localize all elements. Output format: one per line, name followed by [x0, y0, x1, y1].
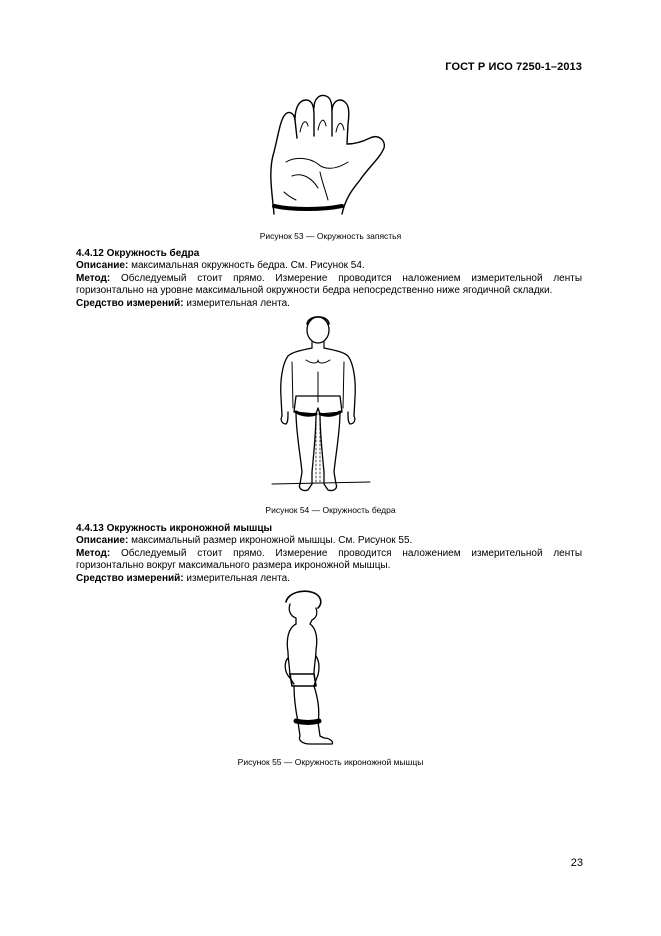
section-calf-circumference [46, 523, 582, 585]
figure-53-caption: Рисунок 53 — Окружность запястья [259, 231, 402, 241]
section-title: 4.4.12 Окружность бедра [76, 248, 200, 259]
tool-label: Средство измерений: [76, 297, 184, 309]
figure-55-caption: Рисунок 55 — Окружность икроножной мышцы [237, 757, 424, 767]
calf-illustration [276, 588, 346, 753]
method-label: Метод: [76, 272, 111, 284]
tool-text: измерительная лента. [186, 572, 290, 584]
tool-label: Средство измерений: [76, 572, 184, 584]
section-thigh-circumference [46, 248, 582, 310]
method-text: Обследуемый стоит прямо. Измерение проводится наложением измерительной ленты горизонтально на уровне максимальной окружности бедра непосредственно ниже ягодичной складки. [76, 272, 582, 297]
description-label: Описание: [76, 535, 129, 547]
description-text: максимальная окружность бедра. См. Рисунок 54. [131, 260, 365, 272]
method-label: Метод: [76, 547, 111, 559]
document-header: ГОСТ Р ИСО 7250-1–2013 [445, 61, 582, 73]
section-title: 4.4.13 Окружность икроножной мышцы [76, 523, 273, 534]
wrist-illustration [262, 92, 392, 222]
description-label: Описание: [76, 260, 129, 272]
thigh-illustration [270, 312, 380, 497]
tool-text: измерительная лента. [186, 297, 290, 309]
page-number: 23 [570, 857, 583, 869]
method-text: Обследуемый стоит прямо. Измерение проводится наложением измерительной ленты горизонтально вокруг максимального размера икроножной мышцы. [76, 547, 582, 572]
description-text: максимальный размер икроножной мышцы. См. Рисунок 55. [131, 535, 413, 547]
figure-54-caption: Рисунок 54 — Окружность бедра [265, 505, 396, 515]
